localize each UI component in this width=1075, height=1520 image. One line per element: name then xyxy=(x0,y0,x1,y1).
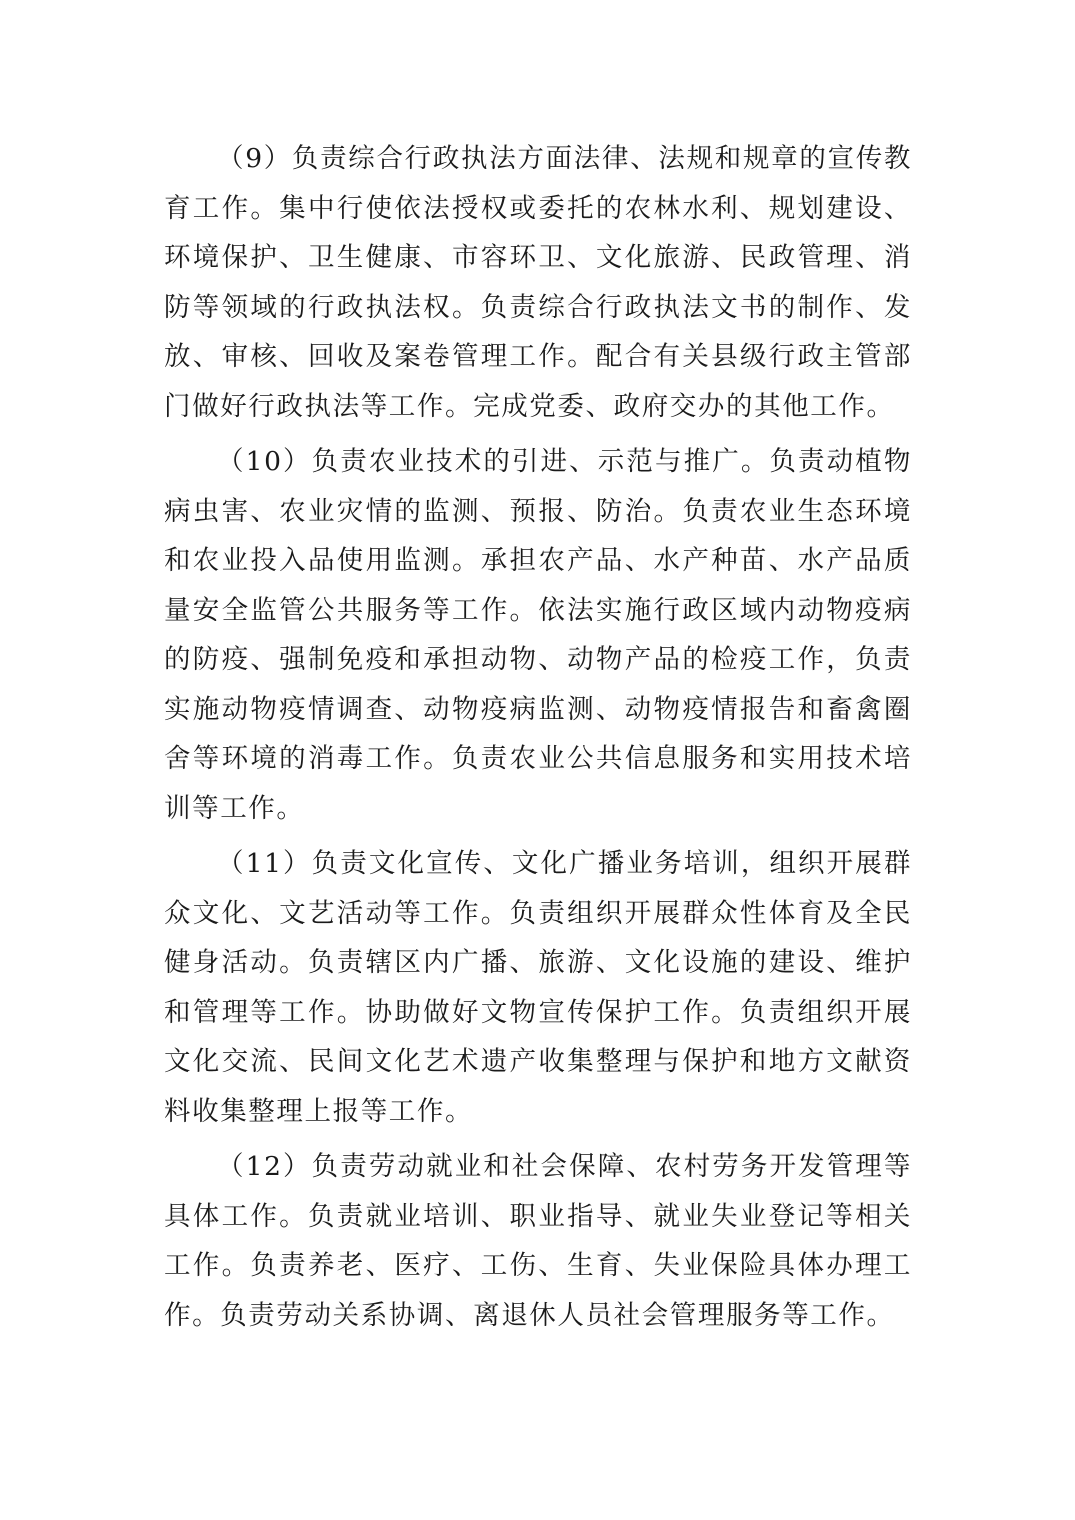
document-body xyxy=(164,134,912,1346)
paragraph-item-12: （12）负责劳动就业和社会保障、农村劳务开发管理等具体工作。负责就业培训、职业指导、就业失业登记等相关工作。负责养老、医疗、工伤、生育、失业保险具体办理工作。负责劳动关系协调、离退休人员社会管理服务等工作。 xyxy=(164,1151,912,1331)
paragraph-item-11: （11）负责文化宣传、文化广播业务培训，组织开展群众文化、文艺活动等工作。负责组织开展群众性体育及全民健身活动。负责辖区内广播、旅游、文化设施的建设、维护和管理等工作。协助做好文物宣传保护工作。负责组织开展文化交流、民间文化艺术遗产收集整理与保护和地方文献资料收集整理上报等工作。 xyxy=(164,848,912,1127)
paragraph-item-10: （10）负责农业技术的引进、示范与推广。负责动植物病虫害、农业灾情的监测、预报、防治。负责农业生态环境和农业投入品使用监测。承担农产品、水产种苗、水产品质量安全监管公共服务等工作。依法实施行政区域内动物疫病的防疫、强制免疫和承担动物、动物产品的检疫工作，负责实施动物疫情调查、动物疫病监测、动物疫情报告和畜禽圈舍等环境的消毒工作。负责农业公共信息服务和实用技术培训等工作。 xyxy=(164,446,912,824)
paragraph-item-9: （9）负责综合行政执法方面法律、法规和规章的宣传教育工作。集中行使依法授权或委托的农林水利、规划建设、环境保护、卫生健康、市容环卫、文化旅游、民政管理、消防等领域的行政执法权。负责综合行政执法文书的制作、发放、审核、回收及案卷管理工作。配合有关县级行政主管部门做好行政执法等工作。完成党委、政府交办的其他工作。 xyxy=(164,143,912,422)
